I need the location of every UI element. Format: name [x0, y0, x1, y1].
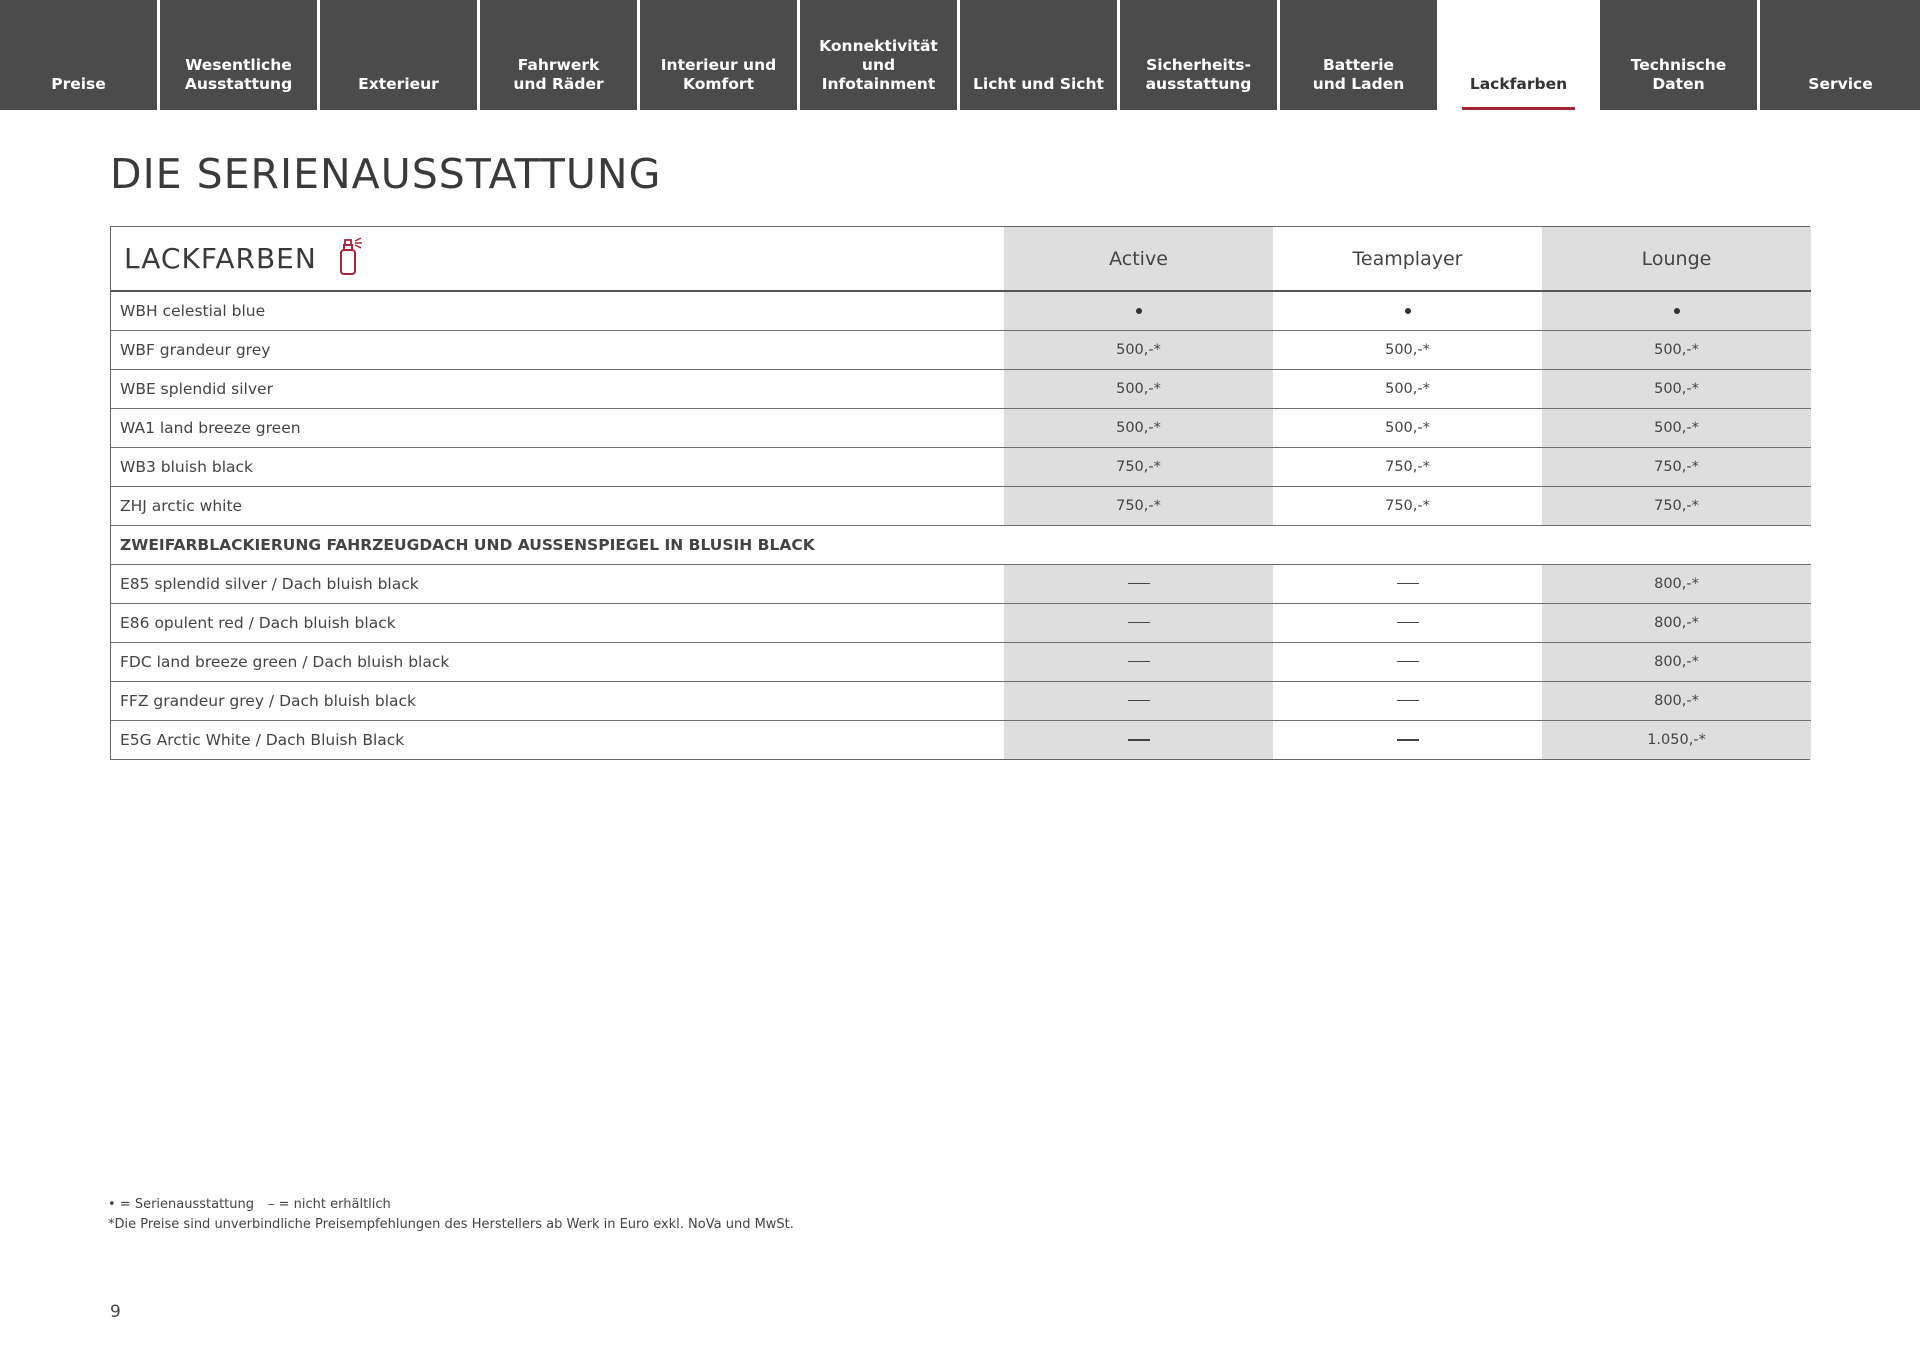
- nav-tab-9[interactable]: Batterie und Laden: [1280, 0, 1437, 110]
- table-section-header: [111, 227, 1004, 291]
- table-row: [111, 603, 1811, 642]
- value-cell: [1273, 603, 1542, 642]
- nav-tab-5[interactable]: Interieur und Komfort: [640, 0, 797, 110]
- value-cell: 800,-*: [1542, 603, 1811, 642]
- value-cell: 500,-*: [1542, 408, 1811, 447]
- section-title: LACKFARBEN: [124, 242, 317, 275]
- value-cell: 750,-*: [1004, 486, 1273, 525]
- value-cell: 500,-*: [1004, 369, 1273, 408]
- table-row: [111, 291, 1811, 330]
- standard-dot: [1674, 308, 1680, 314]
- color-name: WBF grandeur grey: [111, 330, 1004, 369]
- top-navigation: [0, 0, 1920, 110]
- column-header-lounge: Lounge: [1542, 227, 1811, 291]
- value-cell: 750,-*: [1542, 447, 1811, 486]
- not-available-dash: [1128, 661, 1150, 663]
- value-cell: [1004, 564, 1273, 603]
- value-cell: 500,-*: [1004, 330, 1273, 369]
- nav-tab-4[interactable]: Fahrwerk und Räder: [480, 0, 637, 110]
- value-cell: 500,-*: [1542, 369, 1811, 408]
- value-cell: 750,-*: [1542, 486, 1811, 525]
- value-cell: 500,-*: [1004, 408, 1273, 447]
- value-cell: [1004, 720, 1273, 759]
- value-cell: 1.050,-*: [1542, 720, 1811, 759]
- color-name: WB3 bluish black: [111, 447, 1004, 486]
- value-cell: 800,-*: [1542, 642, 1811, 681]
- value-cell: [1273, 720, 1542, 759]
- value-cell: 500,-*: [1273, 369, 1542, 408]
- value-cell: 800,-*: [1542, 681, 1811, 720]
- value-cell: [1004, 681, 1273, 720]
- price-footnote: *Die Preise sind unverbindliche Preisempfehlungen des Herstellers ab Werk in Euro exkl. NoVa und MwSt.: [108, 1217, 794, 1232]
- not-available-dash: [1128, 583, 1150, 585]
- legend-line: [108, 1195, 794, 1215]
- standard-dot: [1405, 308, 1411, 314]
- value-cell: [1004, 291, 1273, 330]
- value-cell: [1004, 642, 1273, 681]
- column-header-active: Active: [1004, 227, 1273, 291]
- not-available-dash: [1397, 583, 1419, 585]
- value-cell: [1542, 291, 1811, 330]
- table-header-row: [111, 227, 1811, 291]
- paint-colors-table: [110, 226, 1810, 760]
- not-available-dash: [1397, 661, 1419, 663]
- not-available-dash: [1397, 622, 1419, 624]
- value-cell: 750,-*: [1004, 447, 1273, 486]
- value-cell: [1273, 291, 1542, 330]
- color-name: WBE splendid silver: [111, 369, 1004, 408]
- value-cell: 500,-*: [1273, 408, 1542, 447]
- color-name: ZHJ arctic white: [111, 486, 1004, 525]
- legend-standard: • = Serienausstattung: [108, 1197, 255, 1212]
- table-row: [111, 642, 1811, 681]
- table-row: [111, 681, 1811, 720]
- value-cell: [1273, 642, 1542, 681]
- legend-not-available: – = nicht erhältlich: [268, 1197, 391, 1212]
- nav-tab-11[interactable]: Technische Daten: [1600, 0, 1757, 110]
- value-cell: 500,-*: [1273, 330, 1542, 369]
- nav-tab-2[interactable]: Wesentliche Ausstattung: [160, 0, 317, 110]
- page-title: DIE SERIENAUSSTATTUNG: [110, 150, 662, 198]
- table-row: [111, 447, 1811, 486]
- nav-tab-7[interactable]: Licht und Sicht: [960, 0, 1117, 110]
- nav-tab-6[interactable]: Konnektivität und Infotainment: [800, 0, 957, 110]
- standard-dot: [1136, 308, 1142, 314]
- value-cell: [1273, 681, 1542, 720]
- nav-tab-12[interactable]: Service: [1760, 0, 1920, 110]
- table-row: [111, 564, 1811, 603]
- subsection-row: [111, 525, 1811, 564]
- table-row: [111, 408, 1811, 447]
- table-body: [111, 291, 1811, 759]
- color-name: WA1 land breeze green: [111, 408, 1004, 447]
- column-header-teamplayer: Teamplayer: [1273, 227, 1542, 291]
- value-cell: 750,-*: [1273, 486, 1542, 525]
- color-name: WBH celestial blue: [111, 291, 1004, 330]
- subsection-title: ZWEIFARBLACKIERUNG FAHRZEUGDACH UND AUSSENSPIEGEL IN BLUSIH BLACK: [111, 525, 1811, 564]
- color-name: FFZ grandeur grey / Dach bluish black: [111, 681, 1004, 720]
- legend: [108, 1195, 794, 1235]
- nav-tab-8[interactable]: Sicherheits- ausstattung: [1120, 0, 1277, 110]
- not-available-dash: [1128, 622, 1150, 624]
- table-row: [111, 486, 1811, 525]
- color-name: E5G Arctic White / Dach Bluish Black: [111, 720, 1004, 759]
- page-number: 9: [110, 1302, 121, 1322]
- value-cell: [1273, 564, 1542, 603]
- table-row: [111, 720, 1811, 759]
- value-cell: 500,-*: [1542, 330, 1811, 369]
- not-available-dash: [1128, 739, 1150, 741]
- not-available-dash: [1397, 739, 1419, 741]
- not-available-dash: [1397, 700, 1419, 702]
- color-name: FDC land breeze green / Dach bluish black: [111, 642, 1004, 681]
- table-row: [111, 369, 1811, 408]
- value-cell: [1004, 603, 1273, 642]
- nav-tab-10[interactable]: Lackfarben: [1440, 0, 1597, 110]
- color-name: E85 splendid silver / Dach bluish black: [111, 564, 1004, 603]
- spray-can-icon: [335, 236, 365, 281]
- nav-tab-1[interactable]: Preise: [0, 0, 157, 110]
- color-name: E86 opulent red / Dach bluish black: [111, 603, 1004, 642]
- nav-tab-3[interactable]: Exterieur: [320, 0, 477, 110]
- value-cell: 750,-*: [1273, 447, 1542, 486]
- value-cell: 800,-*: [1542, 564, 1811, 603]
- not-available-dash: [1128, 700, 1150, 702]
- table-row: [111, 330, 1811, 369]
